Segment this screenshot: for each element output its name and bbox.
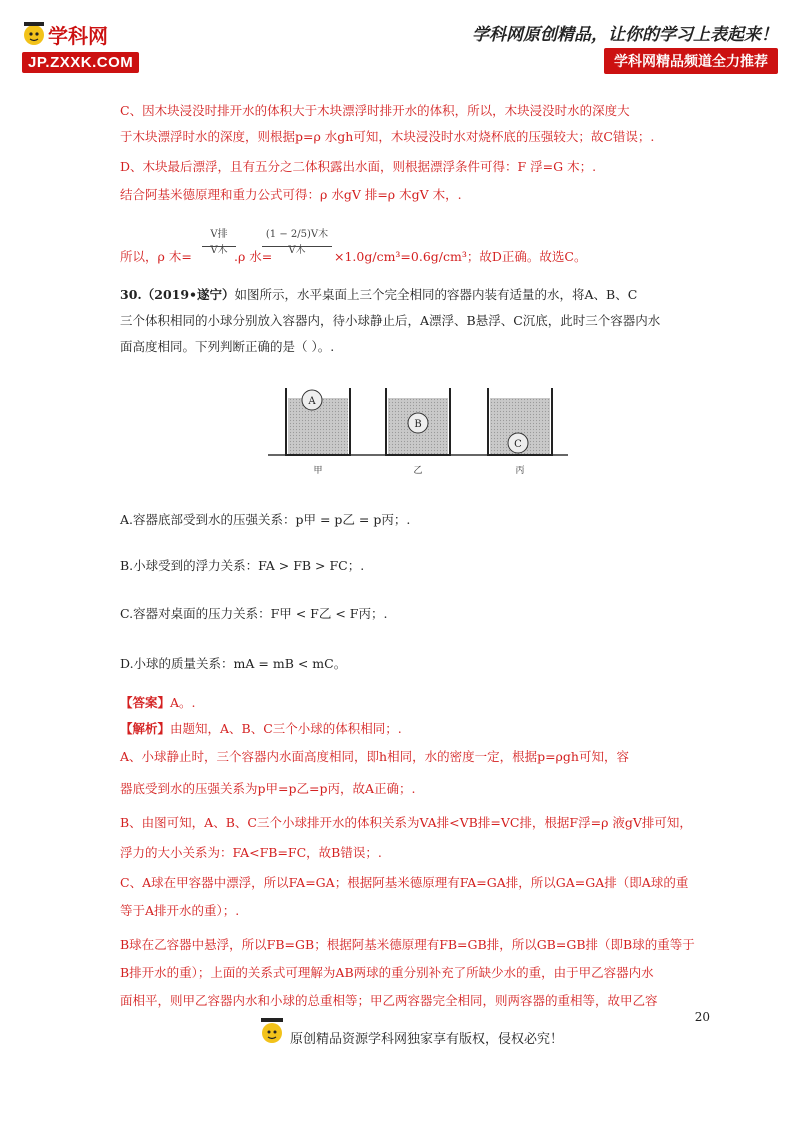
option-b: B.小球受到的浮力关系：FA > FB > FC；. (120, 558, 365, 573)
container-bing (488, 388, 552, 455)
analysis-c5: 面相平，则甲乙容器内水和小球的总重相等；甲乙两容器完全相同，则两容器的重相等，故甲乙容 (120, 993, 658, 1008)
fraction-1-numerator: V排 (202, 224, 236, 247)
d-suffix: ×1.0g/cm³=0.6g/cm³；故D正确。故选C。 (334, 249, 587, 264)
question-line2: 三个体积相同的小球分别放入容器内，待小球静止后，A漂浮、B悬浮、C沉底，此时三个容器内水 (120, 313, 661, 328)
logo-url: JP.ZXXK.COM (22, 52, 139, 73)
option-c: C.容器对桌面的压力关系：F甲 < F乙 < F丙；. (120, 606, 388, 621)
solution-d-line2: 结合阿基米德原理和重力公式可得：ρ 水gV 排=ρ 木gV 木，. (120, 187, 462, 202)
answer-label: 【答案】 (120, 695, 171, 710)
fraction-2-denominator: V木 (288, 245, 306, 256)
d-mid: .ρ 水= (234, 249, 273, 264)
footer-copyright: 原创精品资源学科网独家享有版权，侵权必究！ (290, 1032, 564, 1047)
ball-b-label: B (414, 419, 422, 430)
answer-line (120, 692, 700, 714)
option-a: A.容器底部受到水的压强关系：p甲 = p乙 = p丙；. (120, 512, 411, 527)
logo-text: 学科网 (48, 24, 108, 48)
analysis-intro: 由题知，A、B、C三个小球的体积相同；. (170, 721, 402, 736)
analysis-b1: B、由图可知，A、B、C三个小球排开水的体积关系为VA排<VB排=VC排，根据F浮=ρ 液gV排可知， (120, 815, 692, 830)
page-number: 20 (694, 1010, 710, 1024)
analysis-a2: 器底受到水的压强关系为p甲=p乙=p丙，故A正确；. (120, 781, 416, 796)
footer-mascot-icon (258, 1016, 286, 1050)
answer-value: A。. (170, 695, 196, 710)
solution-c-line1: C、因木块浸没时排开水的体积大于木块漂浮时排开水的体积，所以，木块浸没时水的深度大 (120, 103, 630, 118)
analysis-c4: B排开水的重）；上面的关系式可理解为AB两球的重分别补充了所缺少水的重，由于甲乙容器内水 (120, 965, 654, 980)
ball-a-label: A (308, 396, 316, 407)
analysis-a1: A、小球静止时，三个容器内水面高度相同，即h相同，水的密度一定，根据p=ρgh可知，容 (120, 749, 629, 764)
analysis-c1: C、A球在甲容器中漂浮，所以FA=GA；根据阿基米德原理有FA=GA排，所以GA=GA排（即A球的重 (120, 875, 689, 890)
label-yi: 乙 (413, 466, 423, 476)
question-number: 30. (120, 287, 142, 302)
ball-c-label: C (514, 439, 522, 450)
analysis-c3: B球在乙容器中悬浮，所以FB=GB；根据阿基米德原理有FB=GB排，所以GB=GB排（即B球的重等于 (120, 937, 695, 952)
container-jia (286, 388, 350, 455)
option-d: D.小球的质量关系：mA = mB < mC。 (120, 656, 347, 671)
logo (22, 18, 112, 48)
container-yi (386, 388, 450, 455)
question-line3: 面高度相同。下列判断正确的是（ ）。. (120, 339, 335, 354)
analysis-intro-line (120, 718, 700, 740)
solution-c-line2: 于木块漂浮时水的深度，则根据p=ρ 水gh可知，木块浸没时水对烧杯底的压强较大；故C错误；. (120, 129, 655, 144)
label-jia: 甲 (313, 466, 323, 476)
question-source: （2019•遂宁） (141, 287, 235, 302)
containers-figure (268, 383, 568, 483)
d-prefix: 所以，ρ 木= (120, 249, 192, 264)
header-slogan: 学科网原创精品，让你的学习上表起来！ (472, 25, 778, 45)
page-header (0, 0, 800, 80)
fraction-2-numerator: (1 − 2/5)V木 (262, 224, 332, 247)
analysis-label: 【解析】 (120, 721, 171, 736)
solution-d-line1: D、木块最后漂浮，且有五分之二体积露出水面，则根据漂浮条件可得：F 浮=G 木；. (120, 159, 597, 174)
analysis-b2: 浮力的大小关系为：FA<FB=FC，故B错误；. (120, 845, 382, 860)
analysis-c2: 等于A排开水的重）；. (120, 903, 240, 918)
header-banner: 学科网精品频道全力推荐 (604, 48, 778, 74)
containers-diagram (268, 383, 568, 483)
label-bing: 丙 (515, 466, 525, 476)
question-line1 (120, 284, 700, 306)
question-text-1: 如图所示，水平桌面上三个完全相同的容器内装有适量的水，将A、B、C (234, 287, 638, 302)
fraction-1-denominator: V木 (210, 245, 228, 256)
solution-d-line3 (120, 224, 700, 264)
